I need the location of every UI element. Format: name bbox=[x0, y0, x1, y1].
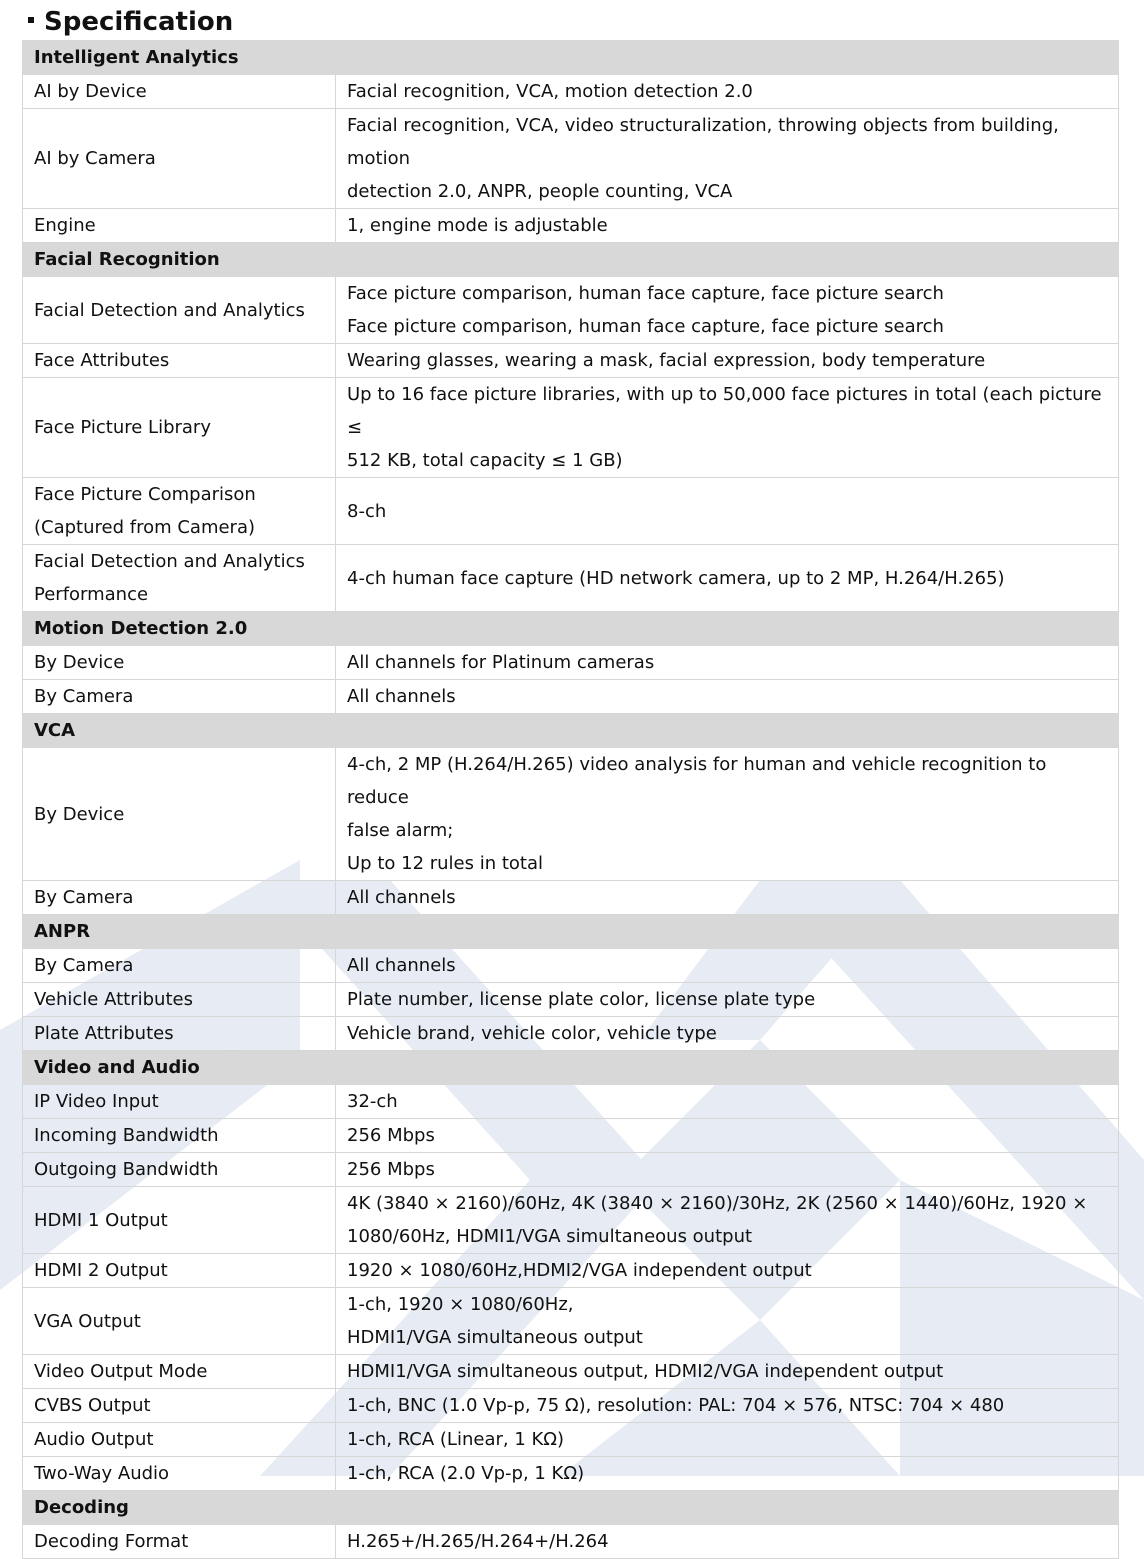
spec-value-line: All channels for Platinum cameras bbox=[347, 652, 655, 673]
spec-value bbox=[336, 881, 1119, 915]
section-header-row bbox=[23, 915, 1119, 949]
spec-value-line: HDMI1/VGA simultaneous output, HDMI2/VGA independent output bbox=[347, 1361, 944, 1382]
spec-value-line: 256 Mbps bbox=[347, 1125, 435, 1146]
spec-label bbox=[23, 109, 336, 209]
spec-value-line: Vehicle brand, vehicle color, vehicle type bbox=[347, 1023, 717, 1044]
spec-label-line: CVBS Output bbox=[34, 1395, 151, 1416]
spec-label bbox=[23, 1457, 336, 1491]
spec-label-line: Facial Detection and Analytics bbox=[34, 551, 305, 572]
spec-row bbox=[23, 949, 1119, 983]
spec-row bbox=[23, 1389, 1119, 1423]
spec-label bbox=[23, 545, 336, 612]
spec-value bbox=[336, 1187, 1119, 1254]
section-heading: Decoding bbox=[23, 1491, 1119, 1525]
spec-value-line: 512 KB, total capacity ≤ 1 GB) bbox=[347, 450, 623, 471]
spec-value bbox=[336, 1525, 1119, 1559]
spec-label bbox=[23, 378, 336, 478]
spec-value bbox=[336, 545, 1119, 612]
spec-value-line: Plate number, license plate color, license plate type bbox=[347, 989, 816, 1010]
spec-label-line: AI by Device bbox=[34, 81, 147, 102]
spec-value-line: 256 Mbps bbox=[347, 1159, 435, 1180]
title-bullet-icon bbox=[28, 17, 34, 23]
spec-value bbox=[336, 1017, 1119, 1051]
section-heading: Facial Recognition bbox=[23, 243, 1119, 277]
spec-value-line: false alarm; bbox=[347, 820, 454, 841]
spec-value bbox=[336, 378, 1119, 478]
spec-label-line: By Camera bbox=[34, 686, 134, 707]
spec-label bbox=[23, 277, 336, 344]
spec-value-line: Facial recognition, VCA, video structuralization, throwing objects from building, motion bbox=[347, 115, 1059, 169]
spec-label-line: HDMI 1 Output bbox=[34, 1209, 168, 1231]
section-header-row bbox=[23, 612, 1119, 646]
spec-value bbox=[336, 209, 1119, 243]
spec-label-line: Plate Attributes bbox=[34, 1023, 174, 1044]
spec-row bbox=[23, 1119, 1119, 1153]
spec-value-line: 1-ch, BNC (1.0 Vp-p, 75 Ω), resolution: PAL: 704 × 576, NTSC: 704 × 480 bbox=[347, 1395, 1005, 1416]
spec-value-line: 4-ch human face capture (HD network camera, up to 2 MP, H.264/H.265) bbox=[347, 567, 1005, 589]
spec-label bbox=[23, 1525, 336, 1559]
spec-row bbox=[23, 109, 1119, 209]
spec-value bbox=[336, 344, 1119, 378]
spec-value bbox=[336, 680, 1119, 714]
spec-value-line: 1-ch, 1920 × 1080/60Hz, bbox=[347, 1294, 574, 1315]
spec-value-line: Up to 12 rules in total bbox=[347, 853, 544, 874]
spec-label-line: HDMI 2 Output bbox=[34, 1260, 168, 1281]
spec-value bbox=[336, 748, 1119, 881]
page-title-text: Specification bbox=[44, 7, 234, 37]
section-heading: Motion Detection 2.0 bbox=[23, 612, 1119, 646]
spec-value-line: Wearing glasses, wearing a mask, facial expression, body temperature bbox=[347, 350, 986, 371]
spec-label bbox=[23, 344, 336, 378]
spec-label bbox=[23, 983, 336, 1017]
spec-value-line: 1080/60Hz, HDMI1/VGA simultaneous output bbox=[347, 1226, 753, 1247]
spec-row bbox=[23, 983, 1119, 1017]
spec-row bbox=[23, 1254, 1119, 1288]
spec-value bbox=[336, 1389, 1119, 1423]
spec-value-line: All channels bbox=[347, 887, 456, 908]
section-header-row bbox=[23, 1491, 1119, 1525]
spec-row bbox=[23, 1525, 1119, 1559]
spec-label-line: Outgoing Bandwidth bbox=[34, 1159, 219, 1180]
spec-row bbox=[23, 1085, 1119, 1119]
spec-value bbox=[336, 277, 1119, 344]
spec-value bbox=[336, 1119, 1119, 1153]
spec-row bbox=[23, 680, 1119, 714]
spec-label bbox=[23, 1288, 336, 1355]
spec-value-line: 8-ch bbox=[347, 500, 387, 522]
spec-label bbox=[23, 881, 336, 915]
spec-value-line: HDMI1/VGA simultaneous output bbox=[347, 1327, 643, 1348]
section-heading: VCA bbox=[23, 714, 1119, 748]
spec-label-line: Two-Way Audio bbox=[34, 1463, 170, 1484]
spec-row bbox=[23, 1457, 1119, 1491]
spec-value bbox=[336, 1288, 1119, 1355]
spec-label-line: Face Attributes bbox=[34, 350, 170, 371]
spec-value bbox=[336, 1085, 1119, 1119]
spec-label bbox=[23, 478, 336, 545]
spec-row bbox=[23, 881, 1119, 915]
spec-value-line: 4K (3840 × 2160)/60Hz, 4K (3840 × 2160)/30Hz, 2K (2560 × 1440)/60Hz, 1920 × bbox=[347, 1193, 1088, 1214]
spec-row bbox=[23, 1423, 1119, 1457]
spec-value-line: 1920 × 1080/60Hz,HDMI2/VGA independent output bbox=[347, 1260, 812, 1281]
spec-label bbox=[23, 949, 336, 983]
spec-label bbox=[23, 1119, 336, 1153]
spec-row bbox=[23, 277, 1119, 344]
spec-label bbox=[23, 646, 336, 680]
spec-label-line: Face Picture Library bbox=[34, 417, 211, 438]
spec-row bbox=[23, 478, 1119, 545]
section-heading: Video and Audio bbox=[23, 1051, 1119, 1085]
spec-value bbox=[336, 478, 1119, 545]
spec-value-line: Face picture comparison, human face capture, face picture search bbox=[347, 283, 944, 304]
spec-label bbox=[23, 209, 336, 243]
spec-label-line: (Captured from Camera) bbox=[34, 517, 256, 538]
spec-row bbox=[23, 1187, 1119, 1254]
spec-row bbox=[23, 1153, 1119, 1187]
spec-value-line: Up to 16 face picture libraries, with up to 50,000 face pictures in total (each picture ≤ bbox=[347, 384, 1102, 438]
spec-label-line: Facial Detection and Analytics bbox=[34, 299, 305, 321]
spec-label bbox=[23, 680, 336, 714]
spec-value bbox=[336, 983, 1119, 1017]
section-header-row bbox=[23, 243, 1119, 277]
spec-value-line: detection 2.0, ANPR, people counting, VCA bbox=[347, 181, 733, 202]
page-title bbox=[28, 4, 233, 40]
spec-value bbox=[336, 1423, 1119, 1457]
spec-table bbox=[22, 40, 1119, 1559]
spec-row bbox=[23, 378, 1119, 478]
spec-value-line: All channels bbox=[347, 686, 456, 707]
spec-row bbox=[23, 1355, 1119, 1389]
spec-value-line: 1, engine mode is adjustable bbox=[347, 215, 608, 236]
spec-value-line: 1-ch, RCA (Linear, 1 KΩ) bbox=[347, 1429, 565, 1450]
spec-label-line: By Device bbox=[34, 652, 125, 673]
spec-label bbox=[23, 1355, 336, 1389]
spec-value bbox=[336, 1254, 1119, 1288]
section-heading: ANPR bbox=[23, 915, 1119, 949]
spec-table-body bbox=[23, 41, 1119, 1559]
spec-label bbox=[23, 748, 336, 881]
spec-value-line: 32-ch bbox=[347, 1091, 398, 1112]
spec-label-line: By Device bbox=[34, 803, 125, 825]
spec-value bbox=[336, 75, 1119, 109]
section-header-row bbox=[23, 41, 1119, 75]
spec-label bbox=[23, 1017, 336, 1051]
spec-value bbox=[336, 1457, 1119, 1491]
spec-row bbox=[23, 646, 1119, 680]
spec-row bbox=[23, 1017, 1119, 1051]
spec-value-line: All channels bbox=[347, 955, 456, 976]
spec-value bbox=[336, 949, 1119, 983]
spec-label-line: Vehicle Attributes bbox=[34, 989, 193, 1010]
spec-row bbox=[23, 748, 1119, 881]
spec-value-line: 1-ch, RCA (2.0 Vp-p, 1 KΩ) bbox=[347, 1463, 585, 1484]
spec-label bbox=[23, 1153, 336, 1187]
spec-value-line: Facial recognition, VCA, motion detection 2.0 bbox=[347, 81, 753, 102]
spec-label bbox=[23, 1085, 336, 1119]
spec-label-line: AI by Camera bbox=[34, 148, 156, 169]
spec-value bbox=[336, 109, 1119, 209]
spec-row bbox=[23, 1288, 1119, 1355]
spec-label bbox=[23, 1389, 336, 1423]
spec-value-line: Face picture comparison, human face capture, face picture search bbox=[347, 316, 944, 337]
section-header-row bbox=[23, 714, 1119, 748]
spec-value-line: 4-ch, 2 MP (H.264/H.265) video analysis for human and vehicle recognition to reduce bbox=[347, 754, 1047, 808]
spec-label-line: Decoding Format bbox=[34, 1531, 189, 1552]
spec-label-line: Face Picture Comparison bbox=[34, 484, 256, 505]
spec-label-line: Engine bbox=[34, 215, 96, 236]
spec-value bbox=[336, 646, 1119, 680]
spec-row bbox=[23, 75, 1119, 109]
spec-label bbox=[23, 1187, 336, 1254]
spec-label bbox=[23, 1254, 336, 1288]
spec-label-line: Video Output Mode bbox=[34, 1361, 208, 1382]
spec-value bbox=[336, 1355, 1119, 1389]
spec-label bbox=[23, 1423, 336, 1457]
spec-row bbox=[23, 344, 1119, 378]
spec-label-line: By Camera bbox=[34, 887, 134, 908]
spec-value-line: H.265+/H.265/H.264+/H.264 bbox=[347, 1531, 609, 1552]
spec-label-line: Incoming Bandwidth bbox=[34, 1125, 219, 1146]
spec-label bbox=[23, 75, 336, 109]
spec-label-line: VGA Output bbox=[34, 1310, 141, 1332]
spec-value bbox=[336, 1153, 1119, 1187]
spec-row bbox=[23, 209, 1119, 243]
spec-row bbox=[23, 545, 1119, 612]
spec-label-line: By Camera bbox=[34, 955, 134, 976]
spec-label-line: IP Video Input bbox=[34, 1091, 159, 1112]
spec-label-line: Performance bbox=[34, 584, 149, 605]
section-heading: Intelligent Analytics bbox=[23, 41, 1119, 75]
spec-label-line: Audio Output bbox=[34, 1429, 154, 1450]
section-header-row bbox=[23, 1051, 1119, 1085]
